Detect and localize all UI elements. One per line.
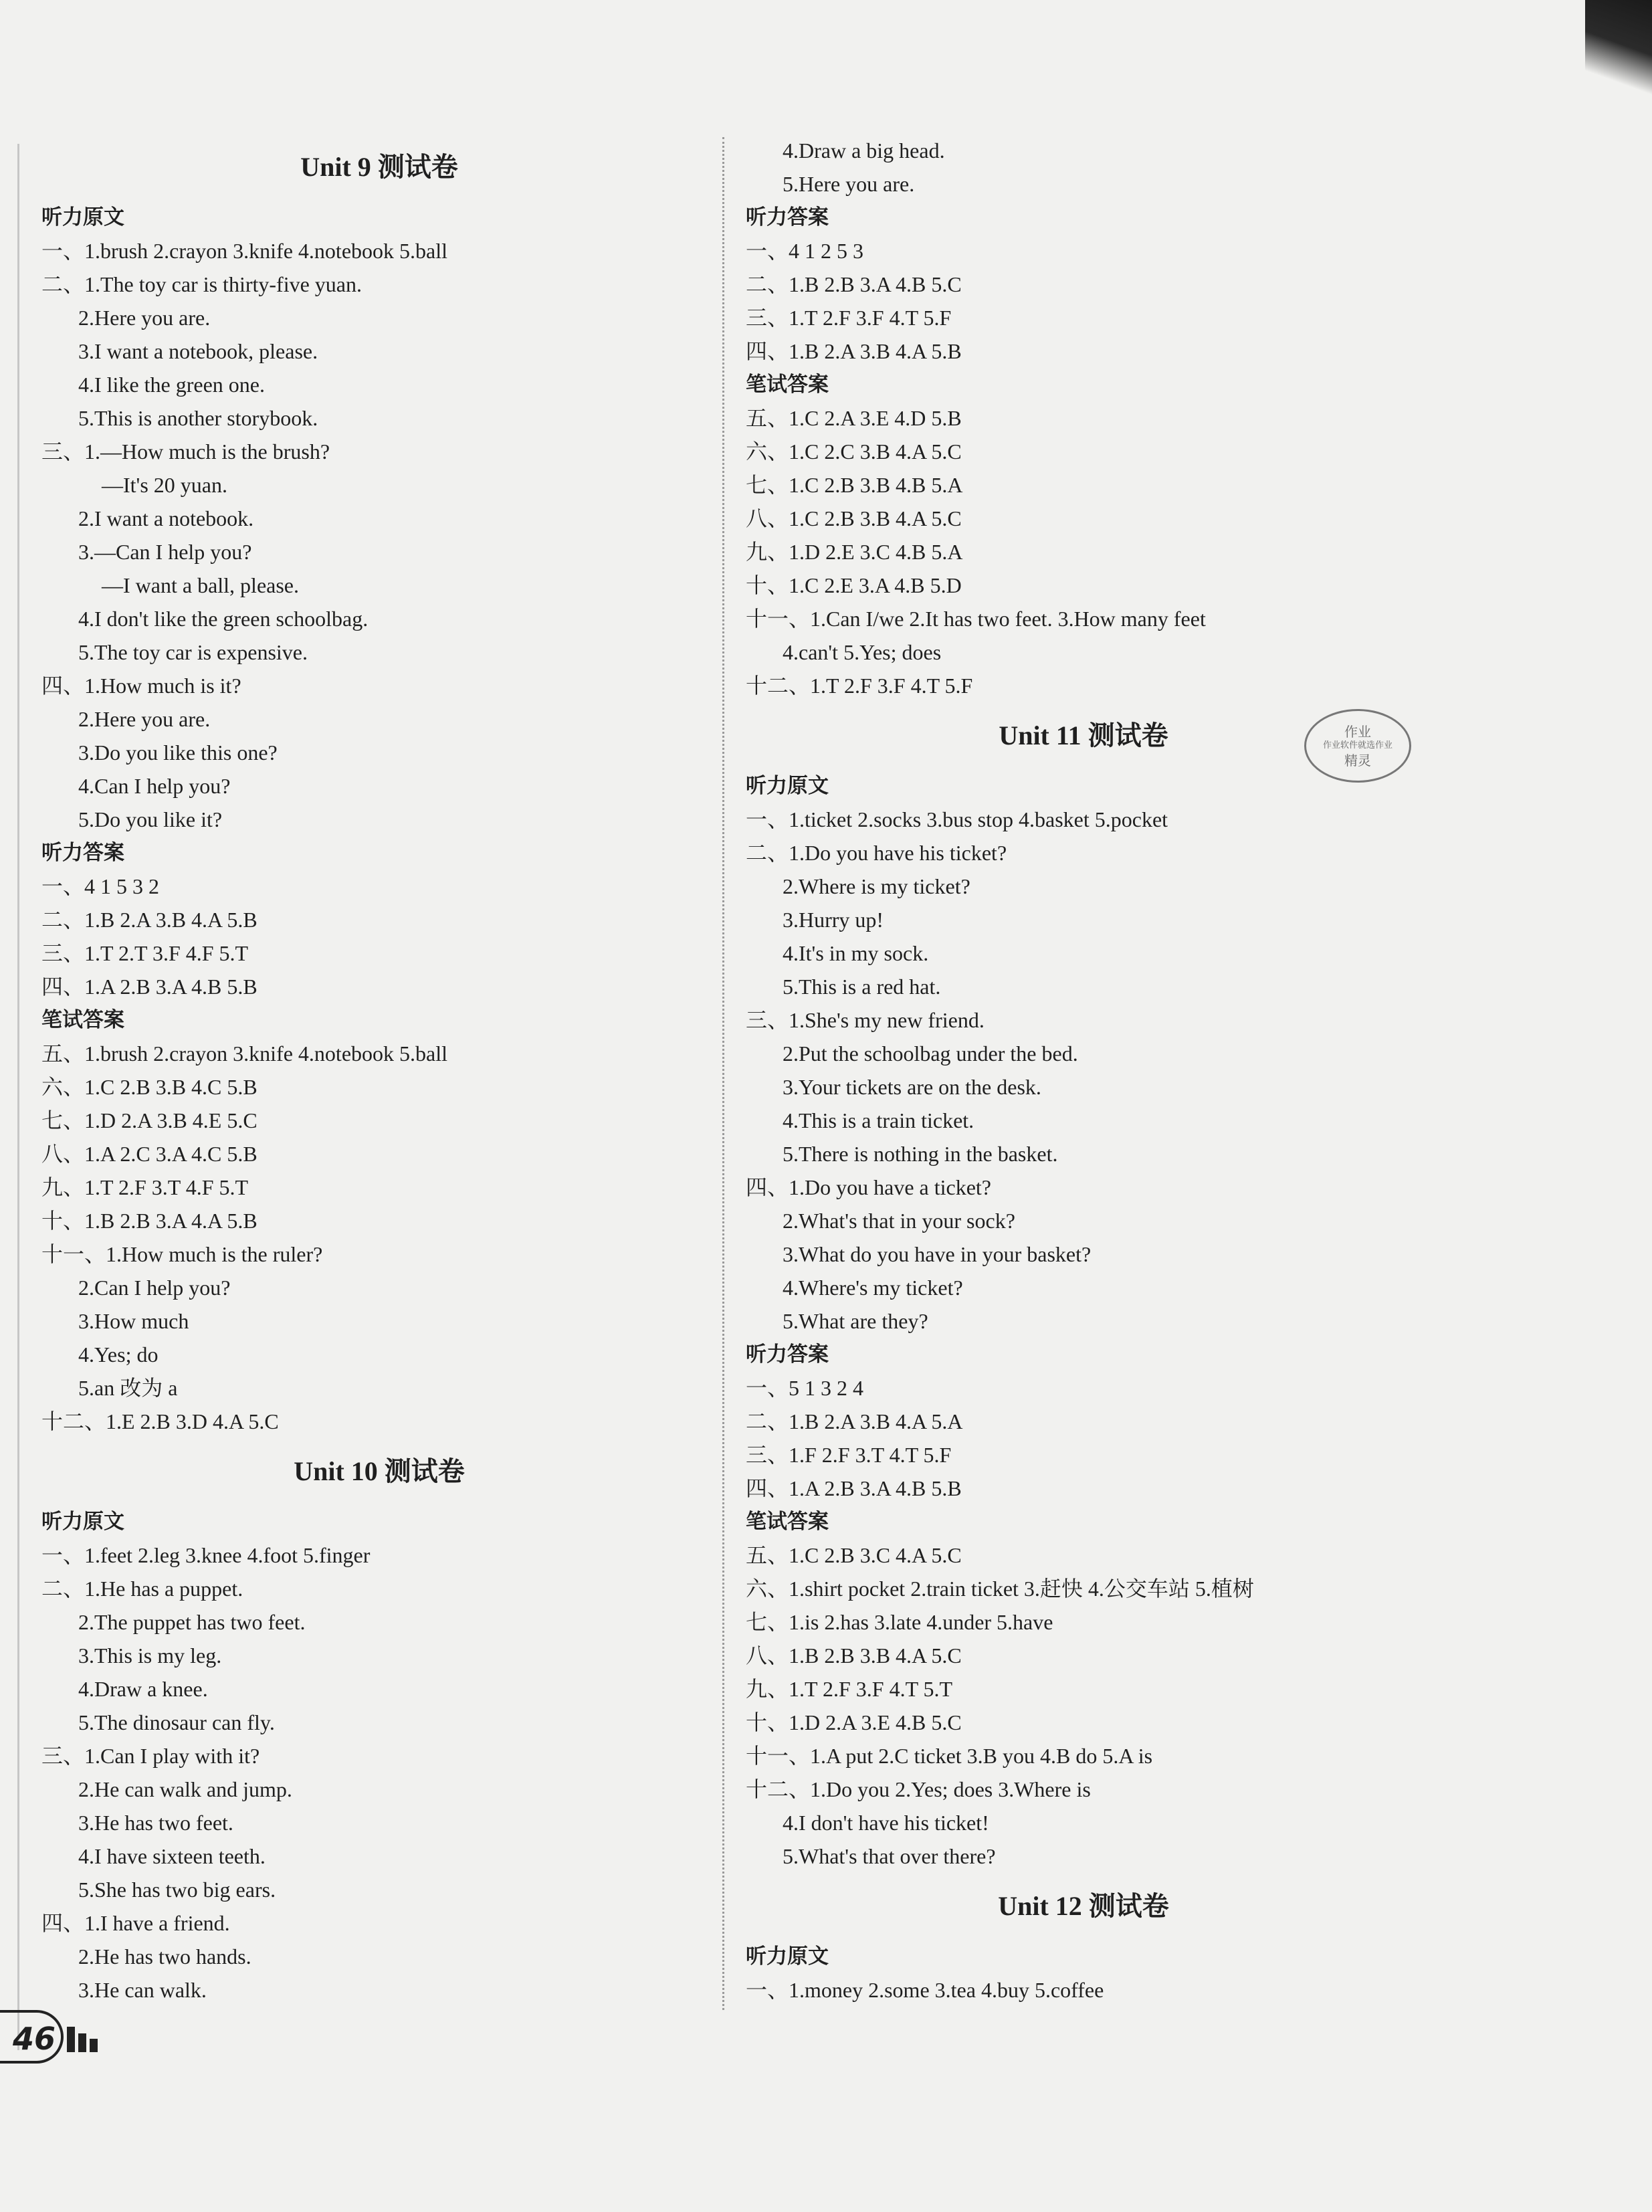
answer-line: 4.It's in my sock. [783, 941, 929, 965]
answer-line: 5.The dinosaur can fly. [78, 1710, 275, 1734]
answer-line: 4.Yes; do [78, 1342, 159, 1367]
answer-line: 3.—Can I help you? [78, 540, 252, 564]
answer-line: 三、1.—How much is the brush? [41, 439, 330, 464]
answer-line: 三、1.T 2.F 3.F 4.T 5.F [746, 306, 952, 330]
answer-line: 4.Where's my ticket? [783, 1276, 963, 1300]
answer-line: 十一、1.A put 2.C ticket 3.B you 4.B do 5.A is [746, 1744, 1153, 1768]
answer-line: 四、1.B 2.A 3.B 4.A 5.B [746, 339, 962, 363]
answer-line: 五、1.C 2.B 3.C 4.A 5.C [746, 1543, 962, 1567]
answer-line: 一、1.ticket 2.socks 3.bus stop 4.basket 5.pocket [746, 807, 1168, 831]
answer-line: 5.What's that over there? [783, 1844, 996, 1868]
answer-line: 二、1.B 2.A 3.B 4.A 5.A [746, 1409, 963, 1433]
answer-line: 三、1.She's my new friend. [746, 1008, 985, 1032]
answer-line: 3.This is my leg. [78, 1643, 222, 1668]
margin-rule [17, 144, 19, 2050]
answer-line: 四、1.How much is it? [41, 674, 241, 698]
answer-line: 2.He has two hands. [78, 1944, 251, 1969]
answer-line: 4.I like the green one. [78, 373, 265, 397]
answer-line: 十、1.D 2.A 3.E 4.B 5.C [746, 1710, 962, 1734]
answer-line: 十一、1.How much is the ruler? [41, 1242, 323, 1266]
answer-line: 三、1.Can I play with it? [41, 1744, 260, 1768]
answer-line: 八、1.A 2.C 3.A 4.C 5.B [41, 1142, 257, 1166]
stamp-seal [1304, 709, 1411, 783]
section-heading: 听力答案 [746, 205, 829, 229]
stamp-line: 精灵 [1344, 752, 1371, 769]
answer-line: 2.Where is my ticket? [783, 874, 970, 898]
section-heading: 听力原文 [746, 774, 829, 798]
answer-line: 4.Can I help you? [78, 774, 231, 798]
answer-line: 5.Do you like it? [78, 807, 223, 831]
answer-line: 4.can't 5.Yes; does [783, 640, 942, 664]
unit-title: Unit 11 测试卷 [999, 720, 1168, 750]
answer-line: 二、1.Do you have his ticket? [746, 841, 1007, 865]
answer-line: 3.Do you like this one? [78, 740, 278, 765]
section-heading: 听力原文 [41, 1510, 124, 1534]
answer-line: 一、1.feet 2.leg 3.knee 4.foot 5.finger [41, 1543, 371, 1567]
section-heading: 笔试答案 [746, 373, 829, 397]
answer-line: 四、1.I have a friend. [41, 1911, 230, 1935]
answer-line: —It's 20 yuan. [102, 473, 227, 497]
answer-line: 九、1.D 2.E 3.C 4.B 5.A [746, 540, 963, 564]
answer-line: 九、1.T 2.F 3.F 4.T 5.T [746, 1677, 953, 1701]
answer-line: 3.How much [78, 1309, 189, 1333]
section-heading: 听力原文 [746, 1944, 829, 1969]
answer-line: 2.Here you are. [78, 707, 211, 731]
answer-line: 十、1.C 2.E 3.A 4.B 5.D [746, 573, 962, 597]
section-heading: 听力答案 [746, 1342, 829, 1367]
page-number: 46 [0, 2010, 64, 2064]
scan-shadow [1585, 0, 1652, 134]
answer-line: 三、1.F 2.F 3.T 4.T 5.F [746, 1443, 952, 1467]
answer-line: 5.She has two big ears. [78, 1878, 276, 1902]
answer-line: —I want a ball, please. [102, 573, 299, 597]
unit-title: Unit 10 测试卷 [294, 1456, 465, 1486]
answer-line: 二、1.The toy car is thirty-five yuan. [41, 272, 362, 296]
section-heading: 听力原文 [41, 205, 124, 229]
answer-line: 十、1.B 2.B 3.A 4.A 5.B [41, 1209, 257, 1233]
answer-line: 六、1.C 2.C 3.B 4.A 5.C [746, 439, 962, 464]
answer-line: 二、1.B 2.A 3.B 4.A 5.B [41, 908, 257, 932]
bar-icon [67, 2027, 101, 2052]
answer-line: 八、1.B 2.B 3.B 4.A 5.C [746, 1643, 962, 1668]
answer-line: 2.Can I help you? [78, 1276, 231, 1300]
section-heading: 笔试答案 [746, 1510, 829, 1534]
answer-line: 五、1.C 2.A 3.E 4.D 5.B [746, 406, 962, 430]
section-heading: 笔试答案 [41, 1008, 124, 1032]
answer-line: 4.Draw a big head. [783, 138, 945, 163]
answer-line: 十二、1.T 2.F 3.F 4.T 5.F [746, 674, 973, 698]
answer-line: 七、1.C 2.B 3.B 4.B 5.A [746, 473, 963, 497]
unit-title: Unit 12 测试卷 [998, 1891, 1169, 1921]
answer-line: 九、1.T 2.F 3.T 4.F 5.T [41, 1175, 249, 1199]
answer-line: 十二、1.Do you 2.Yes; does 3.Where is [746, 1777, 1091, 1801]
answer-line: 5.Here you are. [783, 172, 915, 196]
answer-line: 四、1.A 2.B 3.A 4.B 5.B [41, 975, 257, 999]
answer-line: 七、1.D 2.A 3.B 4.E 5.C [41, 1108, 257, 1132]
answer-line: 二、1.B 2.B 3.A 4.B 5.C [746, 272, 962, 296]
answer-line: 六、1.C 2.B 3.B 4.C 5.B [41, 1075, 257, 1099]
answer-line: 2.What's that in your sock? [783, 1209, 1015, 1233]
answer-line: 六、1.shirt pocket 2.train ticket 3.赶快 4.公交车站 5.植树 [746, 1577, 1254, 1601]
column-divider [722, 137, 724, 2010]
answer-line: 十一、1.Can I/we 2.It has two feet. 3.How many feet [746, 607, 1206, 631]
answer-line: 3.Hurry up! [783, 908, 884, 932]
right-column [746, 134, 1421, 2007]
answer-line: 一、4 1 2 5 3 [746, 239, 864, 263]
answer-line: 2.The puppet has two feet. [78, 1610, 306, 1634]
answer-line: 3.What do you have in your basket? [783, 1242, 1092, 1266]
answer-line: 二、1.He has a puppet. [41, 1577, 243, 1601]
answer-line: 四、1.A 2.B 3.A 4.B 5.B [746, 1476, 962, 1500]
answer-line: 一、5 1 3 2 4 [746, 1376, 864, 1400]
answer-line: 3.Your tickets are on the desk. [783, 1075, 1041, 1099]
answer-line: 一、1.money 2.some 3.tea 4.buy 5.coffee [746, 1978, 1104, 2002]
answer-line: 一、4 1 5 3 2 [41, 874, 160, 898]
answer-line: 3.He can walk. [78, 1978, 207, 2002]
answer-line: 3.I want a notebook, please. [78, 339, 318, 363]
answer-line: 4.I don't have his ticket! [783, 1811, 989, 1835]
answer-line: 5.This is another storybook. [78, 406, 318, 430]
answer-line: 八、1.C 2.B 3.B 4.A 5.C [746, 506, 962, 530]
answer-line: 一、1.brush 2.crayon 3.knife 4.notebook 5.ball [41, 239, 448, 263]
answer-line: 五、1.brush 2.crayon 3.knife 4.notebook 5.ball [41, 1041, 448, 1066]
answer-line: 5.This is a red hat. [783, 975, 941, 999]
answer-line: 2.Put the schoolbag under the bed. [783, 1041, 1078, 1066]
unit-title: Unit 9 测试卷 [300, 152, 458, 182]
answer-line: 3.He has two feet. [78, 1811, 233, 1835]
answer-line: 七、1.is 2.has 3.late 4.under 5.have [746, 1610, 1053, 1634]
answer-line: 2.I want a notebook. [78, 506, 254, 530]
left-column [41, 134, 717, 2007]
stamp-line: 作业软件就选作业 [1322, 740, 1392, 750]
answer-line: 三、1.T 2.T 3.F 4.F 5.T [41, 941, 249, 965]
answer-line: 十二、1.E 2.B 3.D 4.A 5.C [41, 1409, 279, 1433]
answer-line: 四、1.Do you have a ticket? [746, 1175, 992, 1199]
answer-line: 5.What are they? [783, 1309, 928, 1333]
stamp-line: 作业 [1344, 724, 1371, 740]
section-heading: 听力答案 [41, 841, 124, 865]
answer-line: 4.Draw a knee. [78, 1677, 208, 1701]
answer-line: 5.There is nothing in the basket. [783, 1142, 1058, 1166]
answer-line: 2.Here you are. [78, 306, 211, 330]
answer-line: 2.He can walk and jump. [78, 1777, 292, 1801]
answer-line: 4.This is a train ticket. [783, 1108, 974, 1132]
answer-line: 4.I don't like the green schoolbag. [78, 607, 369, 631]
answer-line: 4.I have sixteen teeth. [78, 1844, 266, 1868]
answer-line: 5.The toy car is expensive. [78, 640, 308, 664]
answer-line: 5.an 改为 a [78, 1376, 178, 1400]
